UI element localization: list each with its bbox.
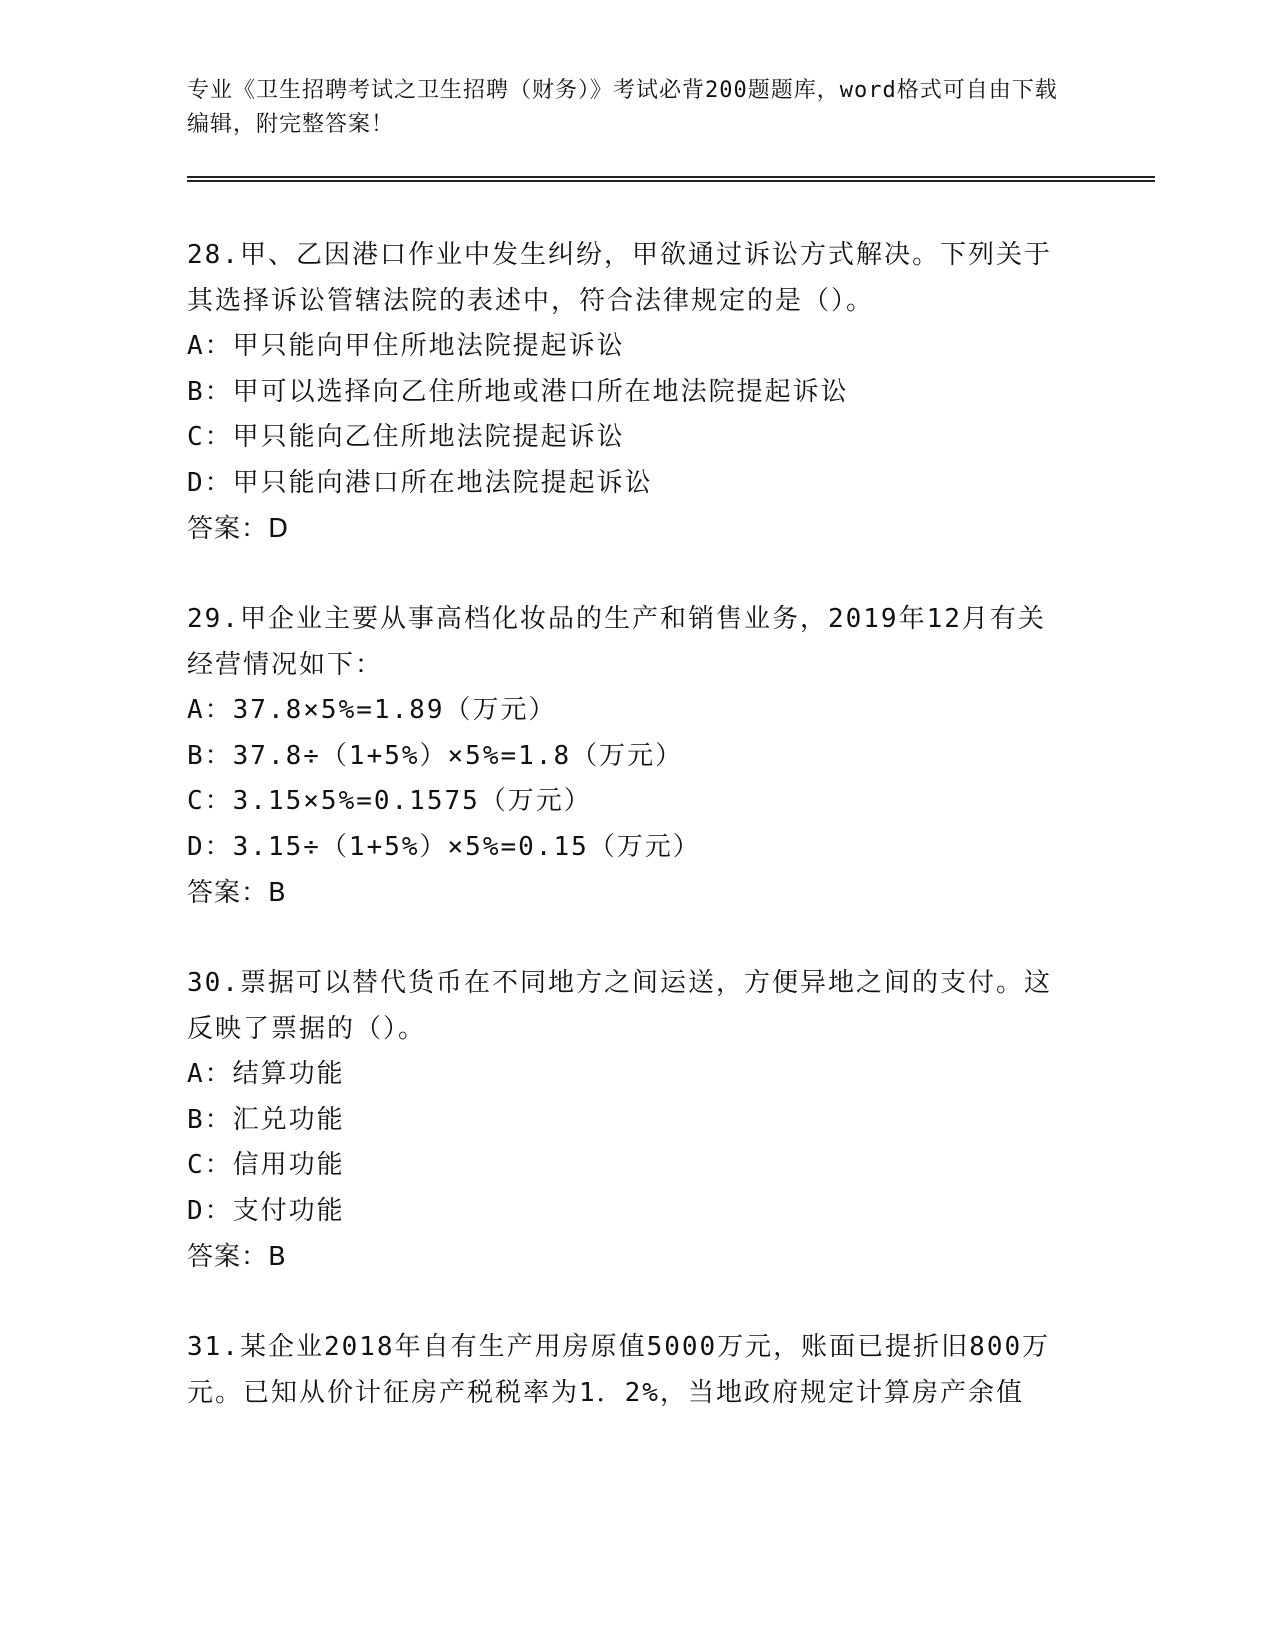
option-c: C：信用功能 (187, 1150, 345, 1180)
option-c: C：3.15×5%=0.1575（万元） (187, 786, 592, 816)
question-30 (187, 960, 1067, 1280)
answer: 答案：B (187, 1242, 287, 1272)
question-stem: 31.某企业2018年自有生产用房原值5000万元，账面已提折旧800万元。已知从价计征房产税税率为1．2%，当地政府规定计算房产余值 (187, 1332, 1051, 1408)
question-stem: 29.甲企业主要从事高档化妆品的生产和销售业务，2019年12月有关经营情况如下： (187, 604, 1046, 680)
option-a: A：甲只能向甲住所地法院提起诉讼 (187, 331, 625, 361)
question-stem: 28.甲、乙因港口作业中发生纠纷，甲欲通过诉讼方式解决。下列关于其选择诉讼管辖法院的表述中，符合法律规定的是（）。 (187, 240, 1052, 316)
question-28 (187, 232, 1067, 552)
option-d: D：3.15÷（1+5%）×5%=0.15（万元） (187, 831, 701, 862)
option-c: C：甲只能向乙住所地法院提起诉讼 (187, 422, 625, 452)
option-b: B：汇兑功能 (187, 1104, 345, 1135)
option-d: D：甲只能向港口所在地法院提起诉讼 (187, 467, 653, 498)
header-divider (187, 176, 1155, 182)
option-d: D：支付功能 (187, 1195, 345, 1226)
answer: 答案：B (187, 878, 287, 908)
question-list (187, 232, 1067, 1460)
answer: 答案：D (187, 514, 290, 544)
option-a: A：37.8×5%=1.89（万元） (187, 695, 557, 725)
document-header (187, 74, 1067, 142)
question-31 (187, 1324, 1067, 1416)
question-stem: 30.票据可以替代货币在不同地方之间运送，方便异地之间的支付。这反映了票据的（）。 (187, 968, 1052, 1044)
option-a: A：结算功能 (187, 1059, 345, 1089)
header-title: 专业《卫生招聘考试之卫生招聘（财务）》考试必背200题题库，word格式可自由下载编辑，附完整答案！ (187, 78, 1058, 137)
option-b: B：甲可以选择向乙住所地或港口所在地法院提起诉讼 (187, 376, 849, 407)
option-b: B：37.8÷（1+5%）×5%=1.8（万元） (187, 740, 684, 771)
question-29 (187, 596, 1067, 916)
